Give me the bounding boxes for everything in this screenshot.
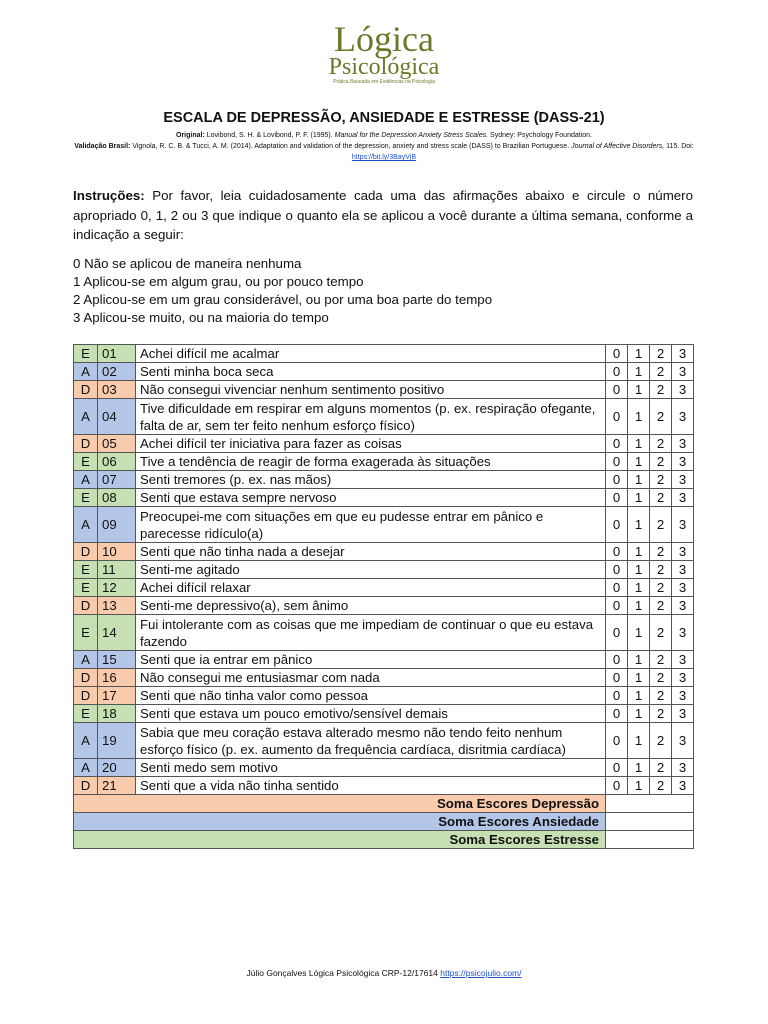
citation-validation-text: Vignola, R. C. B. & Tucci, A. M. (2014). Adaptation and validation of the depression, anxiety and stress scale (DASS) to Brazilian Portuguese. xyxy=(132,143,570,150)
item-category: D xyxy=(74,687,98,705)
item-option-1[interactable]: 1 xyxy=(628,399,650,435)
item-text: Senti medo sem motivo xyxy=(136,759,606,777)
item-number: 01 xyxy=(98,345,136,363)
sum-row xyxy=(74,831,694,849)
item-option-2[interactable]: 2 xyxy=(650,579,672,597)
item-category: E xyxy=(74,489,98,507)
table-row xyxy=(74,615,694,651)
item-option-3[interactable]: 3 xyxy=(672,615,694,651)
table-row xyxy=(74,579,694,597)
item-category: D xyxy=(74,669,98,687)
item-option-1[interactable]: 1 xyxy=(628,381,650,399)
instructions-text: Por favor, leia cuidadosamente cada uma das afirmações abaixo e circule o número apropriado 0, 1, 2 ou 3 que indique o quanto ela se aplicou a você durante a última semana, conforme a indicação a seguir: xyxy=(73,188,693,242)
table-row xyxy=(74,777,694,795)
item-text: Senti que não tinha nada a desejar xyxy=(136,543,606,561)
item-number: 13 xyxy=(98,597,136,615)
item-option-3[interactable]: 3 xyxy=(672,489,694,507)
item-option-0[interactable]: 0 xyxy=(606,669,628,687)
item-option-2[interactable]: 2 xyxy=(650,399,672,435)
citation-original xyxy=(72,130,696,141)
item-text: Senti que estava sempre nervoso xyxy=(136,489,606,507)
item-number: 09 xyxy=(98,507,136,543)
item-number: 12 xyxy=(98,579,136,597)
item-category: D xyxy=(74,381,98,399)
table-row xyxy=(74,543,694,561)
item-category: A xyxy=(74,651,98,669)
item-number: 18 xyxy=(98,705,136,723)
sum-label: Soma Escores Ansiedade xyxy=(74,813,606,831)
item-option-0[interactable]: 0 xyxy=(606,615,628,651)
citation-validation-label: Validação Brasil: xyxy=(74,143,131,150)
logo-tagline: Prática Baseada em Evidências na Psicologia xyxy=(333,79,435,85)
item-option-0[interactable]: 0 xyxy=(606,543,628,561)
item-option-1[interactable]: 1 xyxy=(628,489,650,507)
sum-value-field[interactable] xyxy=(606,813,694,831)
table-row xyxy=(74,651,694,669)
logo-line2: Psicológica xyxy=(328,54,440,80)
item-text: Fui intolerante com as coisas que me impediam de continuar o que eu estava fazendo xyxy=(136,615,606,651)
item-option-1[interactable]: 1 xyxy=(628,345,650,363)
scale-item: 3 Aplicou-se muito, ou na maioria do tempo xyxy=(73,310,329,325)
item-option-3[interactable]: 3 xyxy=(672,507,694,543)
item-option-0[interactable]: 0 xyxy=(606,561,628,579)
item-option-2[interactable]: 2 xyxy=(650,543,672,561)
item-option-1[interactable]: 1 xyxy=(628,363,650,381)
sum-label: Soma Escores Depressão xyxy=(74,795,606,813)
item-text: Senti que não tinha valor como pessoa xyxy=(136,687,606,705)
item-option-0[interactable]: 0 xyxy=(606,453,628,471)
item-number: 20 xyxy=(98,759,136,777)
table-row xyxy=(74,453,694,471)
item-option-3[interactable]: 3 xyxy=(672,759,694,777)
item-option-3[interactable]: 3 xyxy=(672,543,694,561)
rating-scale xyxy=(73,255,492,327)
instructions-label: Instruções: xyxy=(73,188,145,203)
item-option-2[interactable]: 2 xyxy=(650,507,672,543)
item-text: Senti-me depressivo(a), sem ânimo xyxy=(136,597,606,615)
item-category: E xyxy=(74,345,98,363)
footer-text: Júlio Gonçalves Lógica Psicológica CRP-12/17614 xyxy=(246,968,438,978)
item-number: 08 xyxy=(98,489,136,507)
item-number: 21 xyxy=(98,777,136,795)
item-option-3[interactable]: 3 xyxy=(672,687,694,705)
item-option-2[interactable]: 2 xyxy=(650,345,672,363)
item-option-2[interactable]: 2 xyxy=(650,669,672,687)
item-option-0[interactable]: 0 xyxy=(606,705,628,723)
item-option-0[interactable]: 0 xyxy=(606,435,628,453)
item-option-3[interactable]: 3 xyxy=(672,471,694,489)
sum-row xyxy=(74,813,694,831)
item-text: Senti tremores (p. ex. nas mãos) xyxy=(136,471,606,489)
item-number: 15 xyxy=(98,651,136,669)
item-option-0[interactable]: 0 xyxy=(606,597,628,615)
item-option-1[interactable]: 1 xyxy=(628,687,650,705)
citation-original-label: Original: xyxy=(176,132,205,139)
item-text: Não consegui me entusiasmar com nada xyxy=(136,669,606,687)
item-option-1[interactable]: 1 xyxy=(628,453,650,471)
item-number: 07 xyxy=(98,471,136,489)
item-option-0[interactable]: 0 xyxy=(606,777,628,795)
item-text: Senti-me agitado xyxy=(136,561,606,579)
item-option-0[interactable]: 0 xyxy=(606,381,628,399)
item-option-1[interactable]: 1 xyxy=(628,669,650,687)
table-row xyxy=(74,669,694,687)
item-option-3[interactable]: 3 xyxy=(672,435,694,453)
table-row xyxy=(74,687,694,705)
item-option-1[interactable]: 1 xyxy=(628,561,650,579)
citation-original-title: Manual for the Depression Anxiety Stress Scales. xyxy=(334,132,489,139)
item-option-3[interactable]: 3 xyxy=(672,453,694,471)
item-option-2[interactable]: 2 xyxy=(650,471,672,489)
table-row xyxy=(74,381,694,399)
item-option-0[interactable]: 0 xyxy=(606,489,628,507)
item-option-3[interactable]: 3 xyxy=(672,579,694,597)
item-number: 19 xyxy=(98,723,136,759)
item-option-2[interactable]: 2 xyxy=(650,435,672,453)
item-option-1[interactable]: 1 xyxy=(628,615,650,651)
item-option-3[interactable]: 3 xyxy=(672,723,694,759)
item-option-0[interactable]: 0 xyxy=(606,345,628,363)
table-row xyxy=(74,489,694,507)
item-option-2[interactable]: 2 xyxy=(650,597,672,615)
item-number: 11 xyxy=(98,561,136,579)
item-option-3[interactable]: 3 xyxy=(672,399,694,435)
dass-table xyxy=(73,344,694,849)
item-category: E xyxy=(74,561,98,579)
item-text: Achei difícil ter iniciativa para fazer as coisas xyxy=(136,435,606,453)
citation-doi-link[interactable]: https://bit.ly/3BayVjB xyxy=(351,154,417,161)
item-text: Preocupei-me com situações em que eu pudesse entrar em pânico e parecesse ridículo(a) xyxy=(136,507,606,543)
item-option-2[interactable]: 2 xyxy=(650,759,672,777)
item-option-0[interactable]: 0 xyxy=(606,363,628,381)
item-number: 03 xyxy=(98,381,136,399)
item-option-1[interactable]: 1 xyxy=(628,705,650,723)
item-option-1[interactable]: 1 xyxy=(628,543,650,561)
table-row xyxy=(74,759,694,777)
item-category: E xyxy=(74,705,98,723)
table-row xyxy=(74,363,694,381)
item-option-1[interactable]: 1 xyxy=(628,651,650,669)
item-category: A xyxy=(74,723,98,759)
item-number: 06 xyxy=(98,453,136,471)
item-option-1[interactable]: 1 xyxy=(628,507,650,543)
table-row xyxy=(74,435,694,453)
item-option-2[interactable]: 2 xyxy=(650,705,672,723)
citation-validation-doi-label: 115. Doi: xyxy=(666,143,694,150)
item-option-2[interactable]: 2 xyxy=(650,381,672,399)
item-option-0[interactable]: 0 xyxy=(606,723,628,759)
table-row xyxy=(74,399,694,435)
citation-validation-journal: Journal of Affective Disorders, xyxy=(571,143,665,150)
item-option-1[interactable]: 1 xyxy=(628,777,650,795)
item-category: E xyxy=(74,453,98,471)
item-option-3[interactable]: 3 xyxy=(672,381,694,399)
item-option-1[interactable]: 1 xyxy=(628,471,650,489)
instructions xyxy=(73,186,693,245)
page-title: ESCALA DE DEPRESSÃO, ANSIEDADE E ESTRESSE (DASS-21) xyxy=(163,110,605,126)
table-row xyxy=(74,507,694,543)
item-option-2[interactable]: 2 xyxy=(650,723,672,759)
item-text: Senti minha boca seca xyxy=(136,363,606,381)
item-option-3[interactable]: 3 xyxy=(672,597,694,615)
citation-original-text: Lovibond, S. H. & Lovibond, P. F. (1995). xyxy=(206,132,333,139)
table-row xyxy=(74,561,694,579)
item-option-3[interactable]: 3 xyxy=(672,705,694,723)
logo-line1: Lógica xyxy=(334,19,434,59)
item-text: Senti que estava um pouco emotivo/sensível demais xyxy=(136,705,606,723)
item-option-2[interactable]: 2 xyxy=(650,777,672,795)
item-option-2[interactable]: 2 xyxy=(650,615,672,651)
item-option-0[interactable]: 0 xyxy=(606,759,628,777)
logo xyxy=(0,19,768,86)
item-option-0[interactable]: 0 xyxy=(606,687,628,705)
item-category: D xyxy=(74,777,98,795)
item-text: Tive dificuldade em respirar em alguns momentos (p. ex. respiração ofegante, falta de ar, sem ter feito nenhum esforço físico) xyxy=(136,399,606,435)
item-option-1[interactable]: 1 xyxy=(628,597,650,615)
item-category: E xyxy=(74,579,98,597)
item-text: Senti que a vida não tinha sentido xyxy=(136,777,606,795)
item-category: A xyxy=(74,507,98,543)
item-option-2[interactable]: 2 xyxy=(650,489,672,507)
item-number: 14 xyxy=(98,615,136,651)
citation xyxy=(72,130,696,163)
item-text: Achei difícil relaxar xyxy=(136,579,606,597)
item-option-1[interactable]: 1 xyxy=(628,579,650,597)
item-option-0[interactable]: 0 xyxy=(606,471,628,489)
footer xyxy=(0,968,768,978)
item-option-3[interactable]: 3 xyxy=(672,651,694,669)
item-option-0[interactable]: 0 xyxy=(606,399,628,435)
item-option-3[interactable]: 3 xyxy=(672,669,694,687)
item-category: A xyxy=(74,399,98,435)
item-category: D xyxy=(74,543,98,561)
item-option-2[interactable]: 2 xyxy=(650,561,672,579)
item-option-0[interactable]: 0 xyxy=(606,579,628,597)
sum-value-field[interactable] xyxy=(606,795,694,813)
item-option-1[interactable]: 1 xyxy=(628,435,650,453)
item-text: Tive a tendência de reagir de forma exagerada às situações xyxy=(136,453,606,471)
citation-original-publisher: Sydney: Psychology Foundation. xyxy=(490,132,592,139)
scale-item: 0 Não se aplicou de maneira nenhuma xyxy=(73,256,302,271)
table-row xyxy=(74,597,694,615)
item-option-0[interactable]: 0 xyxy=(606,507,628,543)
sum-label: Soma Escores Estresse xyxy=(74,831,606,849)
citation-validation xyxy=(72,141,696,163)
item-option-2[interactable]: 2 xyxy=(650,687,672,705)
table-row xyxy=(74,705,694,723)
item-option-2[interactable]: 2 xyxy=(650,651,672,669)
item-text: Achei difícil me acalmar xyxy=(136,345,606,363)
item-text: Não consegui vivenciar nenhum sentimento positivo xyxy=(136,381,606,399)
table-row xyxy=(74,345,694,363)
item-category: D xyxy=(74,435,98,453)
item-option-3[interactable]: 3 xyxy=(672,363,694,381)
item-number: 10 xyxy=(98,543,136,561)
footer-link[interactable]: https://psicojulio.com/ xyxy=(440,968,522,978)
item-category: A xyxy=(74,363,98,381)
table-row xyxy=(74,723,694,759)
item-number: 17 xyxy=(98,687,136,705)
item-option-2[interactable]: 2 xyxy=(650,363,672,381)
item-text: Sabia que meu coração estava alterado mesmo não tendo feito nenhum esforço físico (p. ex. aumento da frequência cardíaca, disritmia cardíaca) xyxy=(136,723,606,759)
item-option-3[interactable]: 3 xyxy=(672,777,694,795)
item-category: E xyxy=(74,615,98,651)
scale-item: 1 Aplicou-se em algum grau, ou por pouco tempo xyxy=(73,274,364,289)
table-row xyxy=(74,471,694,489)
scale-item: 2 Aplicou-se em um grau considerável, ou por uma boa parte do tempo xyxy=(73,292,493,307)
item-category: D xyxy=(74,597,98,615)
item-category: A xyxy=(74,471,98,489)
item-option-3[interactable]: 3 xyxy=(672,345,694,363)
item-option-1[interactable]: 1 xyxy=(628,759,650,777)
sum-row xyxy=(74,795,694,813)
item-number: 05 xyxy=(98,435,136,453)
item-number: 02 xyxy=(98,363,136,381)
item-number: 04 xyxy=(98,399,136,435)
item-option-2[interactable]: 2 xyxy=(650,453,672,471)
sum-value-field[interactable] xyxy=(606,831,694,849)
item-option-3[interactable]: 3 xyxy=(672,561,694,579)
item-text: Senti que ia entrar em pânico xyxy=(136,651,606,669)
item-option-1[interactable]: 1 xyxy=(628,723,650,759)
item-category: A xyxy=(74,759,98,777)
item-number: 16 xyxy=(98,669,136,687)
item-option-0[interactable]: 0 xyxy=(606,651,628,669)
